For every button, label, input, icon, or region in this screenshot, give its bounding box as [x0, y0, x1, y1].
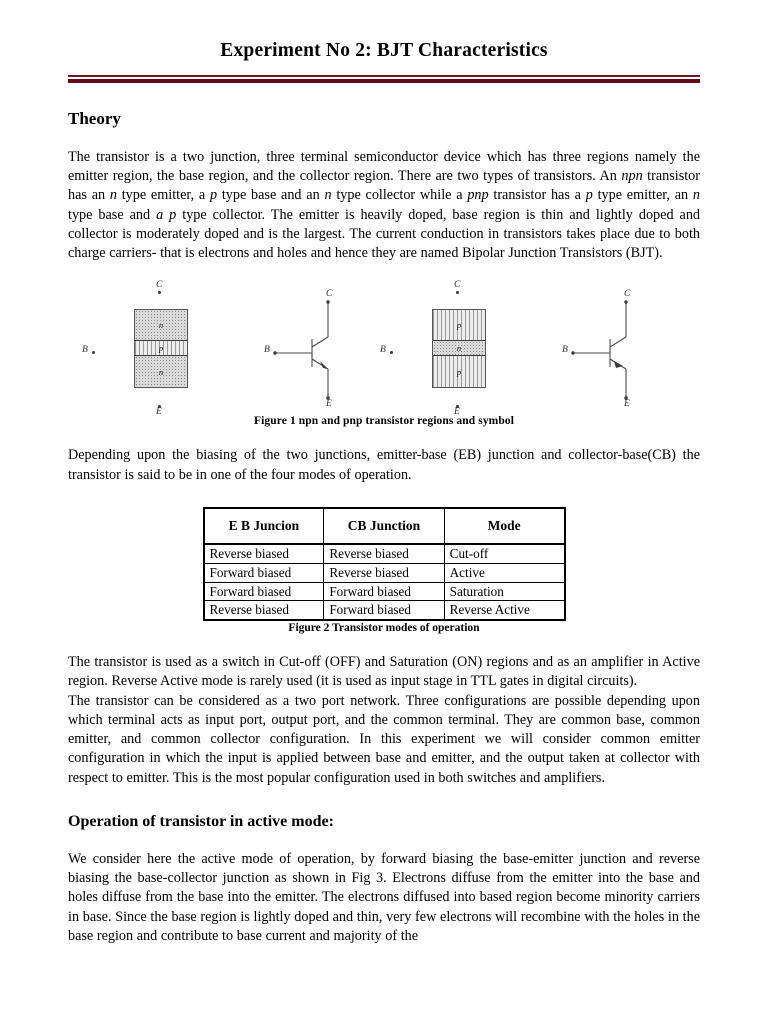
- pnp-collector-label: C: [454, 280, 461, 291]
- cell-eb-junction: Forward biased: [204, 563, 324, 582]
- table-row: [204, 563, 565, 582]
- paragraph-theory-intro: [68, 129, 700, 263]
- pnp-layer-base-label: n: [456, 343, 462, 354]
- text-run: type emitter, a: [116, 187, 210, 204]
- cell-mode: Reverse Active: [449, 602, 530, 618]
- pnp-layer-emitter: [433, 356, 485, 387]
- npn-collector-lead: [86, 281, 87, 299]
- npn-base-terminal-dot: [92, 351, 95, 354]
- text-run: type base and: [68, 206, 157, 223]
- text-run: type base and an: [217, 187, 325, 204]
- paragraph-biasing: Depending upon the biasing of the two junctions, emitter-base (EB) junction and collector-base(CB) the transistor is said to be in one of the four modes of operation.: [68, 447, 700, 483]
- pnp-collector-lead: [384, 281, 385, 299]
- pnp-layer-base: [433, 341, 485, 356]
- text-run: type emitter, an: [592, 187, 693, 204]
- cell-eb-junction: Reverse biased: [204, 544, 324, 563]
- heading-active-mode: Operation of transistor in active mode:: [68, 812, 334, 830]
- cell-eb-junction: Forward biased: [204, 582, 324, 601]
- npn-base-lead: [86, 299, 128, 300]
- column-header-eb-junction: E B Juncion: [204, 508, 324, 544]
- npn-collector-label: C: [156, 280, 163, 291]
- npn-symbol-base-label: B: [264, 345, 270, 356]
- cell-eb-junction: Reverse biased: [204, 601, 324, 620]
- text-run-italic: n: [692, 187, 700, 204]
- text-run: transistor has an: [68, 168, 700, 204]
- npn-base-label: B: [82, 345, 88, 356]
- pnp-collector-terminal-dot: [456, 291, 459, 294]
- text-run: type collector while a: [331, 187, 468, 204]
- column-header-cb-junction: CB Junction: [324, 508, 444, 544]
- paragraph-switch-amplifier: The transistor is used as a switch in Cut-off (OFF) and Saturation (ON) regions and as an amplifier in Active region. Reverse Active mode is rarely used (it is used as input stage in TTL gates in digital circuits).: [68, 654, 700, 690]
- text-run-italic: pnp: [467, 187, 489, 204]
- npn-layer-emitter-label: n: [158, 366, 164, 377]
- page-title: Experiment No 2: BJT Characteristics: [220, 40, 548, 61]
- npn-emitter-label: E: [156, 407, 162, 418]
- text-run: The transistor is a two junction, three terminal semiconductor device which has three regions namely the emitter region, the base region, and the collector region. There are two types of transistors. An: [68, 149, 700, 185]
- pnp-structure-diagram: [380, 280, 554, 418]
- paragraph-two-port-network: The transistor can be considered as a two port network. Three configurations are possible depending upon which terminal acts as input port, output port, and the common terminal. They are common base, common emitter, and common collector configuration. In this experiment we will consider common emitter configuration in which the input is applied between base and emitter, and the output taken at collector with respect to emitter. This is the most popular configuration used in both switches and amplifiers.: [68, 692, 700, 786]
- cell-cb-junction: Reverse biased: [324, 563, 444, 582]
- npn-layer-base-label: p: [158, 343, 164, 354]
- npn-emitter-lead: [86, 300, 87, 316]
- text-run-italic: n: [109, 187, 117, 204]
- pnp-layer-emitter-label: p: [456, 366, 462, 377]
- cell-mode: Saturation: [444, 582, 564, 601]
- npn-layer-emitter: [135, 356, 187, 387]
- text-run-italic: a p: [156, 206, 177, 223]
- heading-theory: Theory: [68, 109, 121, 128]
- npn-symbol-collector-label: C: [326, 289, 333, 300]
- npn-layer-stack: [134, 309, 188, 388]
- divider-line-bottom: [68, 79, 700, 83]
- text-run: transistor has a: [488, 187, 586, 204]
- pnp-symbol-svg: [554, 281, 682, 409]
- figure-1-transistor-regions: [68, 263, 700, 418]
- text-run-italic: p: [209, 187, 218, 204]
- pnp-layer-collector-label: p: [456, 320, 462, 331]
- figure-2-caption: Figure 2 Transistor modes of operation: [288, 622, 480, 635]
- cell-cb-junction: Reverse biased: [324, 544, 444, 563]
- cell-mode: Cut-off: [444, 544, 564, 563]
- npn-symbol-svg: [256, 281, 384, 409]
- text-run: type collector. The emitter is heavily doped, base region is thin and lightly doped and collector is moderately doped and is the largest. The current conduction in transistors takes place due to both charge carriers- that is electrons and holes and hence they are named Bipolar Junction Transistors (BJT).: [68, 206, 701, 262]
- table-row: [204, 544, 565, 563]
- npn-collector-terminal-dot: [158, 291, 161, 294]
- text-run-italic: n: [324, 187, 332, 204]
- title-divider: [68, 75, 700, 84]
- pnp-symbol-collector-label: C: [624, 289, 631, 300]
- pnp-symbol-emitter-label: E: [624, 399, 630, 410]
- npn-layer-collector: [135, 310, 187, 341]
- table-header-row: [204, 508, 565, 544]
- npn-symbol-emitter-label: E: [326, 399, 332, 410]
- npn-structure-diagram: [82, 280, 256, 418]
- npn-layer-base: [135, 341, 187, 356]
- pnp-layer-collector: [433, 310, 485, 341]
- figure-1-row: [82, 280, 682, 418]
- paragraph-active-mode: We consider here the active mode of operation, by forward biasing the base-emitter junction and reverse biasing the base-collector junction as shown in Fig 3. Electrons diffuse from the emitter into the base and holes diffuse from the base into the emitter. The electrons diffused into based region become minority carriers in base. Since the base region is lightly doped and thin, very few electrons will recombine with the holes in the base region and contribute to base current and majority of the: [68, 850, 700, 944]
- column-header-mode: Mode: [444, 508, 564, 544]
- divider-line-top: [68, 75, 700, 77]
- figure-1-caption: Figure 1 npn and pnp transistor regions and symbol: [254, 415, 514, 428]
- table-body: [204, 544, 565, 620]
- pnp-base-lead: [384, 299, 426, 300]
- cell-mode: Active: [444, 563, 564, 582]
- table-row: [204, 601, 565, 620]
- pnp-base-label: B: [380, 345, 386, 356]
- pnp-emitter-lead: [384, 300, 385, 316]
- cell-cb-junction: Forward biased: [324, 601, 444, 620]
- text-run-italic: p: [585, 187, 593, 204]
- text-run-italic: npn: [621, 168, 643, 185]
- pnp-layer-stack: [432, 309, 486, 388]
- table-row: [204, 582, 565, 601]
- pnp-base-terminal-dot: [390, 351, 393, 354]
- table-header: [204, 508, 565, 544]
- npn-symbol-diagram: [256, 281, 384, 409]
- figure-2-table-wrapper: [68, 485, 700, 621]
- pnp-symbol-base-label: B: [562, 345, 568, 356]
- transistor-modes-table: [203, 507, 566, 621]
- pnp-emitter-label: E: [454, 407, 460, 418]
- npn-layer-collector-label: n: [158, 320, 164, 331]
- pnp-symbol-diagram: [554, 281, 682, 409]
- cell-cb-junction: Forward biased: [324, 582, 444, 601]
